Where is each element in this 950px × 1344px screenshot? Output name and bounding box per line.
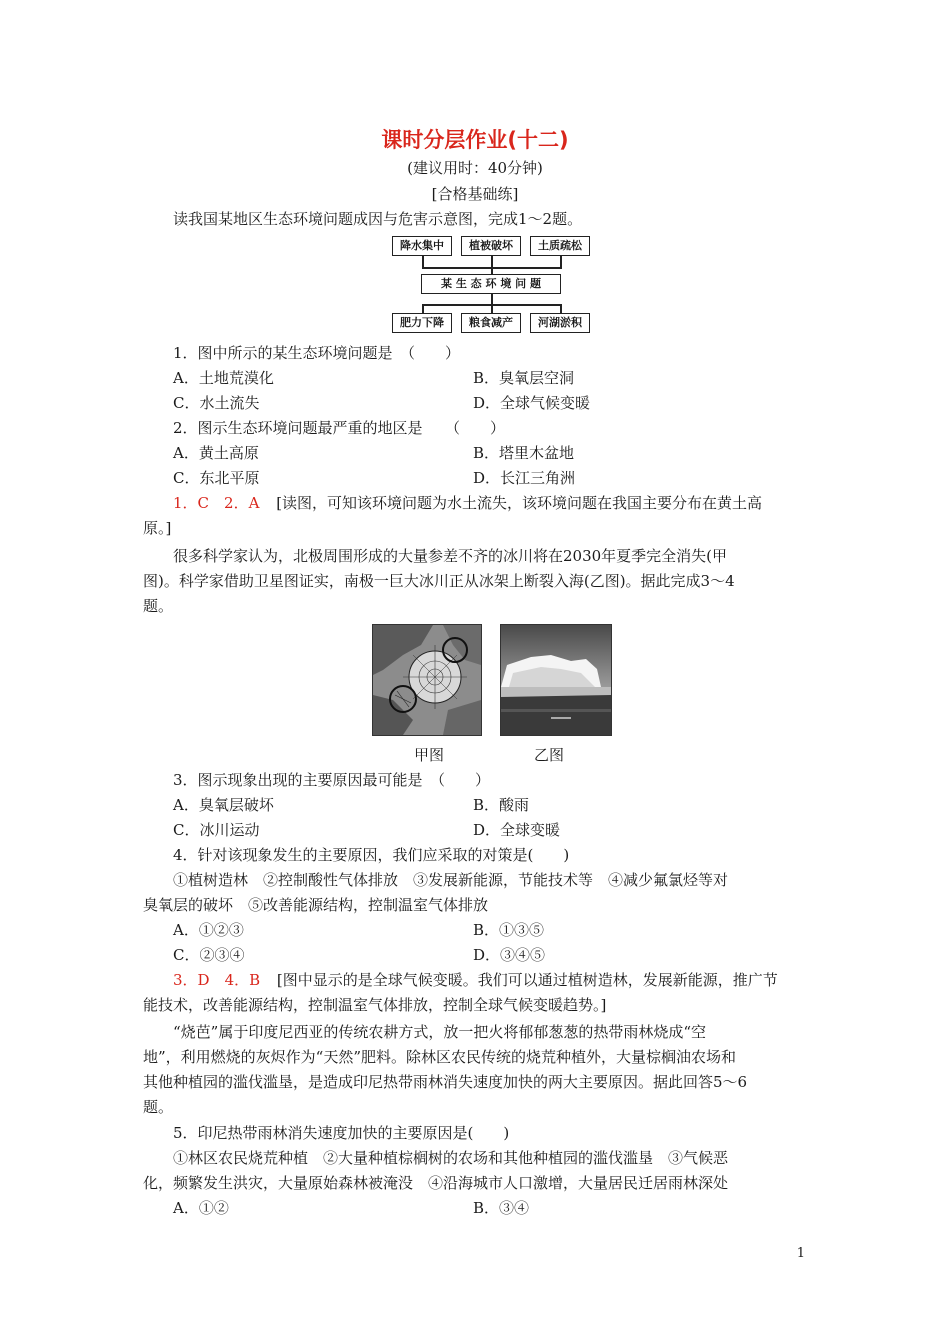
q1-option-d: D．全球气候变暖 [473,394,591,412]
q2-option-c: C．东北平原 [173,469,260,487]
q2-stem: 2．图示生态环境问题最严重的地区是 （ ） [173,419,506,437]
q5-option-b: B．③④ [473,1199,530,1217]
intro-3-line-3: 其他种植园的滥伐滥垦，是造成印尼热带雨林消失速度加快的两大主要原因。据此回答5～6 [143,1073,748,1091]
intro-3-line-2: 地”，利用燃烧的灰烬作为“天然”肥料。除林区农民传统的烧荒种植外，大量棕榈油农场和 [143,1048,737,1066]
answer-1-2-cont: 原。] [143,519,172,537]
q4-option-c: C．②③④ [173,946,245,964]
q5-items-line-1: ①林区农民烧荒种植 ②大量种植棕榈树的农场和其他种植园的滥伐滥垦 ③气候恶 [173,1149,729,1167]
q4-option-d: D．③④⑤ [473,946,546,964]
q1-option-b: B．臭氧层空洞 [473,369,575,387]
q5-stem: 5．印尼热带雨林消失速度加快的主要原因是( ) [173,1124,510,1142]
q1-option-a: A．土地荒漠化 [173,369,274,387]
q3-option-d: D．全球变暖 [473,821,561,839]
intro-2-line-2: 图)。科学家借助卫星图证实，南极一巨大冰川正从冰架上断裂入海(乙图)。据此完成3～4 [143,572,735,590]
q3-option-b: B．酸雨 [473,796,530,814]
q4-option-b: B．①③⑤ [473,921,545,939]
page-title: 课时分层作业(十二) [381,128,569,152]
answer-key: 1．C 2．A [173,494,260,512]
figure-caption-yi: 乙图 [534,746,565,764]
answer-key: 3．D 4．B [173,971,261,989]
q4-stem: 4．针对该现象发生的主要原因，我们应采取的对策是( ) [173,846,570,864]
intro-2-line-1: 很多科学家认为，北极周围形成的大量参差不齐的冰川将在2030年夏季完全消失(甲 [173,547,728,565]
cause-box-1: 降水集中 [392,236,452,256]
intro-1: 读我国某地区生态环境问题成因与危害示意图，完成1～2题。 [173,210,583,228]
cause-box-2: 植被破坏 [461,236,521,256]
q2-option-d: D．长江三角洲 [473,469,576,487]
q4-option-a: A．①②③ [173,921,244,939]
answer-3-4 [173,969,778,990]
q2-option-b: B．塔里木盆地 [473,444,575,462]
arctic-satellite-image [372,624,482,736]
section-label: [合格基础练] [431,185,519,203]
center-problem-box: 某 生 态 环 境 问 题 [421,274,561,294]
effect-box-1: 肥力下降 [392,313,452,333]
intro-3-line-1: “烧芭”属于印度尼西亚的传统农耕方式，放一把火将郁郁葱葱的热带雨林烧成“空 [173,1023,707,1041]
antarctic-iceberg-photo [500,624,612,736]
answer-explanation: [图中显示的是全球气候变暖。我们可以通过植树造林，发展新能源，推广节 [276,971,778,989]
effect-box-2: 粮食减产 [461,313,521,333]
q1-option-c: C．水土流失 [173,394,260,412]
answer-1-2 [173,492,762,513]
figure-caption-jia: 甲图 [414,746,445,764]
effect-box-3: 河湖淤积 [530,313,590,333]
q3-stem: 3．图示现象出现的主要原因最可能是 （ ） [173,771,491,789]
q3-option-a: A．臭氧层破坏 [173,796,274,814]
answer-3-4-cont: 能技术，改善能源结构，控制温室气体排放，控制全球气候变暖趋势。] [143,996,607,1014]
q4-items-line-2: 臭氧层的破坏 ⑤改善能源结构，控制温室气体排放 [143,896,489,914]
page-number: 1 [796,1246,805,1261]
cause-box-3: 土质疏松 [530,236,590,256]
q4-items-line-1: ①植树造林 ②控制酸性气体排放 ③发展新能源，节能技术等 ④减少氟氯烃等对 [173,871,729,889]
q2-option-a: A．黄土高原 [173,444,259,462]
q1-stem: 1．图中所示的某生态环境问题是 （ ） [173,344,461,362]
intro-2-line-3: 题。 [143,597,174,615]
time-hint: (建议用时：40分钟) [407,159,543,177]
q5-option-a: A．①② [173,1199,229,1217]
intro-3-line-4: 题。 [143,1098,174,1116]
q3-option-c: C．冰川运动 [173,821,260,839]
answer-explanation: [读图，可知该环境问题为水土流失，该环境问题在我国主要分布在黄土高 [276,494,763,512]
q5-items-line-2: 化，频繁发生洪灾，大量原始森林被淹没 ④沿海城市人口激增，大量居民迁居雨林深处 [143,1174,729,1192]
